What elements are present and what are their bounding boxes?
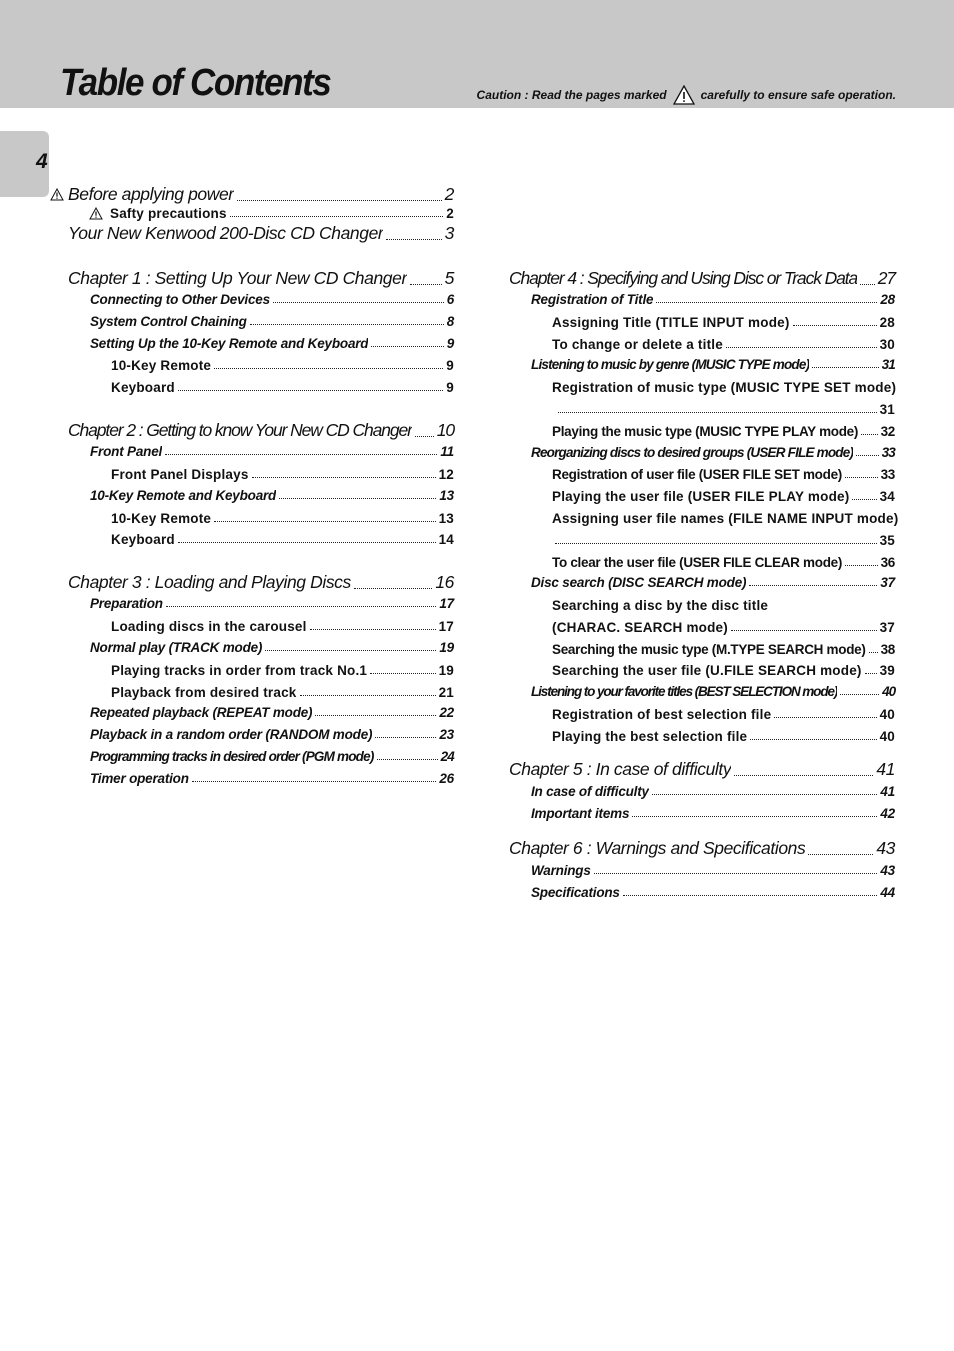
toc-page: 9: [446, 380, 454, 395]
toc-item[interactable]: [111, 685, 454, 700]
toc-label: System Control Chaining: [90, 314, 247, 329]
toc-page: 30: [879, 337, 895, 352]
toc-page: 43: [880, 863, 895, 878]
toc-item[interactable]: [552, 424, 895, 439]
toc-label: Listening to your favorite titles (BEST SELECTION mode): [531, 684, 838, 699]
toc-label: Registration of Title: [531, 292, 654, 307]
leader-dots: [632, 816, 877, 817]
toc-page: 44: [880, 885, 895, 900]
toc-item-continuation[interactable]: [552, 620, 895, 635]
toc-item-label-only[interactable]: Searching a disc by the disc title: [552, 598, 769, 613]
toc-item[interactable]: [90, 314, 454, 329]
toc-page: 22: [439, 705, 454, 720]
toc-item-label-only[interactable]: Assigning user file names (FILE NAME INPUT mode): [552, 511, 899, 526]
leader-dots: [812, 367, 878, 368]
leader-dots: [861, 434, 878, 435]
toc-page: 26: [439, 771, 454, 786]
toc-page: 9: [446, 336, 454, 351]
toc-label: Chapter 3 : Loading and Playing Discs: [68, 572, 351, 592]
leader-dots: [375, 737, 436, 738]
toc-item[interactable]: [90, 444, 454, 459]
toc-page: 21: [438, 685, 454, 700]
toc-page: 43: [876, 838, 895, 858]
leader-dots: [734, 775, 873, 776]
leader-dots: [300, 695, 436, 696]
toc-label: To change or delete a title: [552, 337, 723, 352]
leader-dots: [166, 606, 437, 607]
toc-item[interactable]: [90, 596, 454, 611]
leader-dots: [860, 284, 875, 285]
leader-dots: [808, 854, 873, 855]
leader-dots: [845, 477, 878, 478]
leader-dots: [279, 498, 436, 499]
leader-dots: [310, 629, 436, 630]
leader-dots: [774, 717, 876, 718]
toc-page: 33: [880, 467, 895, 482]
toc-page: 34: [879, 489, 895, 504]
leader-dots: [852, 499, 876, 500]
toc-label: 10-Key Remote: [111, 358, 212, 373]
leader-dots: [214, 368, 443, 369]
toc-item[interactable]: [90, 488, 454, 503]
leader-dots: [731, 630, 877, 631]
toc-page: 41: [880, 784, 895, 799]
toc-label: Your New Kenwood 200-Disc CD Changer: [68, 223, 384, 243]
leader-dots: [265, 650, 436, 651]
leader-dots: [371, 346, 443, 347]
toc-page: 32: [880, 424, 895, 439]
toc-label: Before applying power: [68, 184, 234, 204]
toc-page: 39: [879, 663, 895, 678]
toc-label: Programming tracks in desired order (PGM mode): [90, 749, 374, 764]
toc-page: 2: [446, 206, 454, 221]
toc-label: Setting Up the 10-Key Remote and Keyboard: [90, 336, 369, 351]
leader-dots: [555, 543, 877, 544]
toc-label: Important items: [531, 806, 630, 821]
toc-page: 14: [438, 532, 454, 547]
toc-item[interactable]: [90, 771, 454, 786]
leader-dots: [252, 477, 436, 478]
toc-page: 9: [446, 358, 454, 373]
toc-label: Specifications: [531, 885, 620, 900]
leader-dots: [354, 588, 432, 589]
toc-item[interactable]: [90, 705, 454, 720]
toc-item[interactable]: [531, 806, 895, 821]
toc-label: Registration of best selection file: [552, 707, 772, 722]
toc-page: 28: [879, 315, 895, 330]
page-number: 4: [36, 150, 48, 173]
toc-page: 17: [439, 596, 454, 611]
toc-item[interactable]: [552, 467, 895, 482]
toc-page: 19: [439, 640, 454, 655]
toc-label: Registration of user file (USER FILE SET mode): [552, 467, 842, 482]
toc-item[interactable]: [552, 337, 895, 352]
warning-triangle-icon: [50, 188, 64, 201]
toc-page: 40: [879, 729, 895, 744]
toc-item[interactable]: [552, 489, 895, 504]
toc-page: 23: [439, 727, 454, 742]
toc-label: Playing the music type (MUSIC TYPE PLAY mode): [552, 424, 859, 439]
toc-label: Playing the best selection file: [552, 729, 748, 744]
toc-label: Normal play (TRACK mode): [90, 640, 263, 655]
toc-item[interactable]: [90, 336, 454, 351]
leader-dots: [165, 454, 437, 455]
toc-page: 19: [438, 663, 454, 678]
toc-label: Reorganizing discs to desired groups (USER FILE mode): [531, 445, 854, 460]
leader-dots: [856, 455, 878, 456]
toc-chapter-4[interactable]: [509, 268, 895, 289]
toc-page: 5: [444, 268, 454, 288]
toc-page: 10: [436, 420, 454, 440]
toc-item[interactable]: [90, 749, 454, 764]
toc-page: 36: [880, 555, 895, 570]
leader-dots: [370, 673, 435, 674]
leader-dots: [840, 694, 879, 695]
leader-dots: [793, 325, 877, 326]
toc-label: To clear the user file (USER FILE CLEAR mode): [552, 555, 843, 570]
toc-item[interactable]: [552, 555, 895, 570]
leader-dots: [377, 759, 438, 760]
toc-label: Front Panel: [90, 444, 163, 459]
toc-item[interactable]: [531, 357, 895, 372]
toc-page: 27: [877, 268, 895, 288]
toc-label: Searching the user file (U.FILE SEARCH mode): [552, 663, 862, 678]
toc-label: Chapter 1 : Setting Up Your New CD Changer: [68, 268, 407, 288]
toc-label: Preparation: [90, 596, 163, 611]
toc-label: Chapter 5 : In case of difficulty: [509, 759, 732, 779]
toc-label: 10-Key Remote: [111, 511, 212, 526]
warning-triangle-icon: [89, 207, 103, 220]
toc-label: (CHARAC. SEARCH mode): [552, 620, 728, 635]
toc-label: Safty precautions: [110, 206, 227, 221]
toc-label: Playing tracks in order from track No.1: [111, 663, 368, 678]
toc-page: 13: [439, 488, 454, 503]
toc-item[interactable]: [90, 640, 454, 655]
toc-item[interactable]: [90, 727, 454, 742]
leader-dots: [178, 542, 436, 543]
caution-text-after: carefully to ensure safe operation.: [700, 88, 896, 102]
toc-new-changer[interactable]: [68, 223, 454, 244]
toc-item[interactable]: [531, 863, 895, 878]
toc-item[interactable]: [111, 467, 454, 482]
toc-page: 41: [876, 759, 895, 779]
toc-label: In case of difficulty: [531, 784, 649, 799]
toc-item[interactable]: [552, 642, 895, 657]
toc-page: 42: [880, 806, 895, 821]
toc-item[interactable]: [552, 729, 895, 744]
toc-label: Chapter 2 : Getting to know Your New CD Changer: [68, 420, 412, 440]
toc-page: 37: [880, 575, 895, 590]
toc-label: Warnings: [531, 863, 591, 878]
toc-label: Playback in a random order (RANDOM mode): [90, 727, 373, 742]
toc-page: 2: [444, 184, 454, 204]
toc-item[interactable]: [531, 885, 895, 900]
leader-dots: [750, 739, 876, 740]
toc-item[interactable]: [111, 358, 454, 373]
leader-dots: [192, 781, 437, 782]
leader-dots: [749, 585, 877, 586]
toc-label: Chapter 4 : Specifying and Using Disc or Track Data: [509, 268, 858, 288]
toc-item[interactable]: [111, 663, 454, 678]
leader-dots: [623, 895, 878, 896]
toc-item[interactable]: [531, 684, 895, 699]
toc-chapter-1[interactable]: [68, 268, 454, 289]
toc-item-label-only[interactable]: Registration of music type (MUSIC TYPE SET mode): [552, 380, 897, 395]
toc-page: 35: [879, 533, 895, 548]
toc-label: Repeated playback (REPEAT mode): [90, 705, 313, 720]
toc-item-continuation[interactable]: [552, 533, 895, 548]
toc-page: 8: [446, 314, 454, 329]
page-title: Table of Contents: [60, 62, 331, 104]
toc-page: 11: [440, 444, 454, 459]
toc-item[interactable]: [552, 663, 895, 678]
toc-item[interactable]: [531, 784, 895, 799]
toc-page: 40: [882, 684, 895, 699]
toc-chapter-6[interactable]: [509, 838, 895, 859]
caution-note: [477, 85, 896, 105]
toc-label: 10-Key Remote and Keyboard: [90, 488, 277, 503]
toc-page: 16: [435, 572, 454, 592]
toc-chapter-2[interactable]: [68, 420, 454, 441]
toc-label: Keyboard: [111, 532, 175, 547]
toc-before-applying-power[interactable]: [50, 184, 454, 205]
toc-label: Listening to music by genre (MUSIC TYPE mode): [531, 357, 810, 372]
toc-page: 3: [444, 223, 454, 243]
toc-page: 24: [440, 749, 454, 764]
leader-dots: [656, 302, 877, 303]
toc-page: 6: [446, 292, 454, 307]
toc-page: 13: [438, 511, 454, 526]
leader-dots: [594, 873, 878, 874]
toc-page: 17: [438, 619, 454, 634]
toc-item[interactable]: [111, 532, 454, 547]
toc-label: Playback from desired track: [111, 685, 297, 700]
leader-dots: [230, 216, 444, 217]
leader-dots: [386, 239, 441, 240]
leader-dots: [558, 412, 877, 413]
toc-item[interactable]: [111, 619, 454, 634]
toc-label: Loading discs in the carousel: [111, 619, 307, 634]
leader-dots: [415, 436, 434, 437]
warning-triangle-icon: [673, 85, 695, 105]
toc-label: Front Panel Displays: [111, 467, 249, 482]
toc-label: Disc search (DISC SEARCH mode): [531, 575, 747, 590]
toc-page: 28: [880, 292, 895, 307]
toc-label: Connecting to Other Devices: [90, 292, 270, 307]
caution-text-before: Caution : Read the pages marked: [476, 88, 667, 102]
toc-item[interactable]: [531, 292, 895, 307]
leader-dots: [273, 302, 444, 303]
toc-label: Chapter 6 : Warnings and Specifications: [509, 838, 806, 858]
toc-page: 40: [879, 707, 895, 722]
toc-label: Assigning Title (TITLE INPUT mode): [552, 315, 790, 330]
toc-item[interactable]: [552, 707, 895, 722]
toc-item[interactable]: [552, 315, 895, 330]
toc-label: Playing the user file (USER FILE PLAY mode): [552, 489, 850, 504]
toc-page: 31: [879, 402, 895, 417]
toc-item-continuation[interactable]: [555, 402, 895, 417]
leader-dots: [237, 200, 442, 201]
toc-safety-precautions[interactable]: [89, 206, 454, 221]
leader-dots: [250, 324, 444, 325]
toc-page: 31: [881, 357, 895, 372]
leader-dots: [652, 794, 878, 795]
leader-dots: [178, 390, 443, 391]
toc-label: Timer operation: [90, 771, 189, 786]
leader-dots: [845, 565, 878, 566]
toc-item[interactable]: [531, 445, 895, 460]
header-band: [0, 0, 954, 108]
leader-dots: [410, 284, 442, 285]
leader-dots: [865, 673, 877, 674]
toc-page: 33: [881, 445, 895, 460]
leader-dots: [869, 652, 878, 653]
toc-chapter-3[interactable]: [68, 572, 454, 593]
toc-label: Searching the music type (M.TYPE SEARCH mode): [552, 642, 866, 657]
toc-item[interactable]: [111, 511, 454, 526]
toc-page: 38: [880, 642, 895, 657]
toc-label: Keyboard: [111, 380, 175, 395]
toc-item[interactable]: [531, 575, 895, 590]
leader-dots: [315, 715, 436, 716]
leader-dots: [214, 521, 435, 522]
toc-chapter-5[interactable]: [509, 759, 895, 780]
toc-item[interactable]: [90, 292, 454, 307]
leader-dots: [726, 347, 877, 348]
toc-item[interactable]: [111, 380, 454, 395]
toc-page: 37: [879, 620, 895, 635]
toc-page: 12: [438, 467, 454, 482]
